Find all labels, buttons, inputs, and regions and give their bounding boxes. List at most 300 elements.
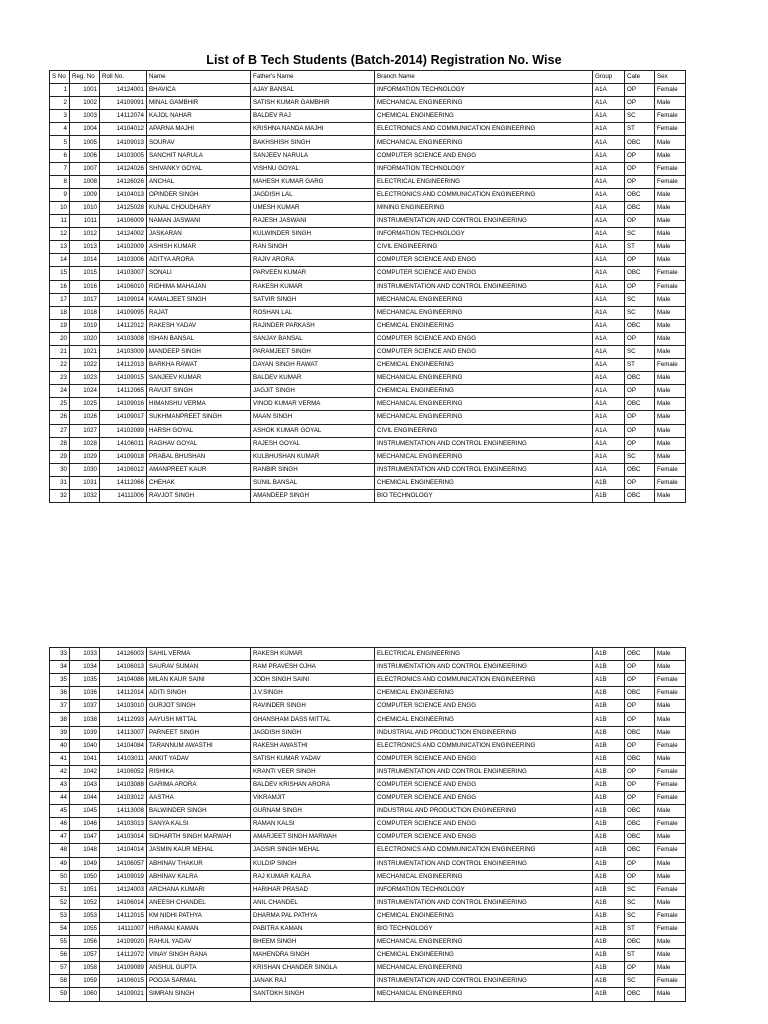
cell-fathers-name: RAJ KUMAR KALRA: [251, 870, 375, 883]
cell-sno: 59: [50, 988, 70, 1001]
cell-name: JASMIN KAUR MEHAL: [147, 844, 251, 857]
table-row: [50, 975, 686, 988]
cell-name: SAURAV SUMAN: [147, 661, 251, 674]
cell-sex: Male: [655, 752, 686, 765]
cell-group: A1A: [593, 228, 625, 241]
cell-group: A1B: [593, 765, 625, 778]
table-row: [50, 201, 686, 214]
cell-name: OPINDER SINGH: [147, 188, 251, 201]
cell-reg-no: 1028: [70, 437, 100, 450]
cell-name: BALWINDER SINGH: [147, 805, 251, 818]
cell-roll-no: 14106014: [100, 896, 147, 909]
cell-group: A1A: [593, 385, 625, 398]
table-row: [50, 437, 686, 450]
cell-sno: 43: [50, 778, 70, 791]
cell-branch: INFORMATION TECHNOLOGY: [375, 162, 593, 175]
cell-sno: 55: [50, 936, 70, 949]
cell-sno: 47: [50, 831, 70, 844]
cell-group: A1B: [593, 661, 625, 674]
cell-group: A1B: [593, 818, 625, 831]
cell-branch: MECHANICAL ENGINEERING: [375, 936, 593, 949]
cell-sex: Female: [655, 778, 686, 791]
cell-branch: COMPUTER SCIENCE AND ENGG: [375, 818, 593, 831]
cell-reg-no: 1010: [70, 201, 100, 214]
cell-sex: Male: [655, 332, 686, 345]
cell-name: MANDEEP SINGH: [147, 345, 251, 358]
cell-sno: 40: [50, 739, 70, 752]
cell-branch: ELECTRONICS AND COMMUNICATION ENGINEERING: [375, 674, 593, 687]
cell-group: A1A: [593, 345, 625, 358]
header-name: Name: [147, 71, 251, 84]
table-row: [50, 792, 686, 805]
cell-sno: 9: [50, 188, 70, 201]
cell-category: SC: [625, 450, 655, 463]
cell-category: OP: [625, 424, 655, 437]
cell-sex: Male: [655, 962, 686, 975]
table-row: [50, 896, 686, 909]
cell-branch: COMPUTER SCIENCE AND ENGG: [375, 792, 593, 805]
cell-name: RAVJOT SINGH: [147, 490, 251, 503]
cell-roll-no: 14109018: [100, 450, 147, 463]
cell-roll-no: 14104014: [100, 844, 147, 857]
cell-sex: Male: [655, 661, 686, 674]
cell-category: OBC: [625, 136, 655, 149]
cell-name: GURJOT SINGH: [147, 700, 251, 713]
table-row: [50, 661, 686, 674]
cell-reg-no: 1026: [70, 411, 100, 424]
table-row: [50, 805, 686, 818]
cell-branch: COMPUTER SCIENCE AND ENGG: [375, 254, 593, 267]
table-row: [50, 188, 686, 201]
cell-branch: MECHANICAL ENGINEERING: [375, 97, 593, 110]
cell-name: APARNA MAJHI: [147, 123, 251, 136]
cell-branch: INSTRUMENTATION AND CONTROL ENGINEERING: [375, 437, 593, 450]
cell-category: SC: [625, 228, 655, 241]
cell-fathers-name: RAKESH AWASTHI: [251, 739, 375, 752]
cell-sno: 4: [50, 123, 70, 136]
cell-reg-no: 1036: [70, 687, 100, 700]
cell-group: A1A: [593, 359, 625, 372]
cell-sex: Female: [655, 84, 686, 97]
cell-category: ST: [625, 123, 655, 136]
cell-name: RAJAT: [147, 306, 251, 319]
cell-roll-no: 14102089: [100, 424, 147, 437]
cell-branch: COMPUTER SCIENCE AND ENGG: [375, 345, 593, 358]
cell-reg-no: 1022: [70, 359, 100, 372]
cell-reg-no: 1009: [70, 188, 100, 201]
cell-sno: 51: [50, 883, 70, 896]
cell-name: SIMRAN SINGH: [147, 988, 251, 1001]
cell-fathers-name: AMANDEEP SINGH: [251, 490, 375, 503]
cell-reg-no: 1049: [70, 857, 100, 870]
cell-reg-no: 1058: [70, 962, 100, 975]
cell-branch: COMPUTER SCIENCE AND ENGG: [375, 332, 593, 345]
cell-reg-no: 1043: [70, 778, 100, 791]
cell-sex: Female: [655, 674, 686, 687]
cell-reg-no: 1011: [70, 215, 100, 228]
cell-name: JASKARAN: [147, 228, 251, 241]
cell-reg-no: 1023: [70, 372, 100, 385]
cell-sno: 46: [50, 818, 70, 831]
cell-roll-no: 14103012: [100, 792, 147, 805]
cell-branch: CHEMICAL ENGINEERING: [375, 359, 593, 372]
cell-sex: Male: [655, 228, 686, 241]
cell-name: VINAY SINGH RANA: [147, 949, 251, 962]
cell-category: OP: [625, 254, 655, 267]
table-row: [50, 752, 686, 765]
cell-group: A1A: [593, 84, 625, 97]
students-table-2: [49, 647, 686, 1002]
cell-category: OP: [625, 149, 655, 162]
cell-sno: 21: [50, 345, 70, 358]
cell-branch: INSTRUMENTATION AND CONTROL ENGINEERING: [375, 857, 593, 870]
cell-group: A1B: [593, 988, 625, 1001]
cell-reg-no: 1021: [70, 345, 100, 358]
cell-branch: CIVIL ENGINEERING: [375, 424, 593, 437]
cell-group: A1B: [593, 739, 625, 752]
cell-fathers-name: SATVIR SINGH: [251, 293, 375, 306]
cell-sex: Male: [655, 424, 686, 437]
cell-reg-no: 1003: [70, 110, 100, 123]
cell-name: MILAN KAUR SAINI: [147, 674, 251, 687]
cell-group: A1A: [593, 97, 625, 110]
cell-group: A1A: [593, 372, 625, 385]
cell-category: OBC: [625, 818, 655, 831]
cell-sno: 30: [50, 463, 70, 476]
cell-fathers-name: KULBHUSHAN KUMAR: [251, 450, 375, 463]
cell-group: A1B: [593, 674, 625, 687]
cell-group: A1A: [593, 267, 625, 280]
cell-fathers-name: RAJESH GOYAL: [251, 437, 375, 450]
cell-roll-no: 14106052: [100, 765, 147, 778]
cell-branch: ELECTRONICS AND COMMUNICATION ENGINEERING: [375, 844, 593, 857]
cell-name: RAHUL YADAV: [147, 936, 251, 949]
cell-sno: 1: [50, 84, 70, 97]
cell-fathers-name: UMESH KUMAR: [251, 201, 375, 214]
cell-fathers-name: MAHENDRA SINGH: [251, 949, 375, 962]
cell-group: A1A: [593, 398, 625, 411]
cell-fathers-name: VINOD KUMAR VERMA: [251, 398, 375, 411]
cell-category: OP: [625, 962, 655, 975]
cell-name: RAGHAV GOYAL: [147, 437, 251, 450]
cell-branch: MECHANICAL ENGINEERING: [375, 306, 593, 319]
cell-category: OP: [625, 476, 655, 489]
cell-fathers-name: GURNAM SINGH: [251, 805, 375, 818]
cell-sex: Female: [655, 267, 686, 280]
cell-group: A1A: [593, 411, 625, 424]
cell-reg-no: 1006: [70, 149, 100, 162]
cell-name: ADITYA ARORA: [147, 254, 251, 267]
cell-group: A1B: [593, 844, 625, 857]
cell-roll-no: 14106010: [100, 280, 147, 293]
cell-group: A1B: [593, 922, 625, 935]
cell-group: A1B: [593, 831, 625, 844]
cell-reg-no: 1039: [70, 726, 100, 739]
cell-category: OBC: [625, 726, 655, 739]
cell-name: CHEHAK: [147, 476, 251, 489]
cell-sno: 15: [50, 267, 70, 280]
cell-sno: 24: [50, 385, 70, 398]
cell-branch: INDUSTRIAL AND PRODUCTION ENGINEERING: [375, 726, 593, 739]
cell-roll-no: 14109091: [100, 97, 147, 110]
cell-sno: 50: [50, 870, 70, 883]
cell-fathers-name: DAYAN SINGH RAWAT: [251, 359, 375, 372]
cell-category: OBC: [625, 319, 655, 332]
cell-category: OP: [625, 661, 655, 674]
cell-category: SC: [625, 293, 655, 306]
cell-fathers-name: BALDEV KUMAR: [251, 372, 375, 385]
cell-group: A1A: [593, 306, 625, 319]
cell-sex: Male: [655, 254, 686, 267]
cell-roll-no: 14103008: [100, 332, 147, 345]
cell-category: OBC: [625, 188, 655, 201]
cell-name: SANCHIT NARULA: [147, 149, 251, 162]
cell-roll-no: 14112072: [100, 949, 147, 962]
cell-fathers-name: VISHNU GOYAL: [251, 162, 375, 175]
header-branch: Branch Name: [375, 71, 593, 84]
cell-sno: 49: [50, 857, 70, 870]
cell-fathers-name: KULWINDER SINGH: [251, 228, 375, 241]
cell-reg-no: 1024: [70, 385, 100, 398]
cell-name: GARIMA ARORA: [147, 778, 251, 791]
cell-sno: 36: [50, 687, 70, 700]
cell-category: SC: [625, 975, 655, 988]
table-row: [50, 228, 686, 241]
cell-fathers-name: SANJAY BANSAL: [251, 332, 375, 345]
cell-roll-no: 14109021: [100, 988, 147, 1001]
cell-name: ABHINAV THAKUR: [147, 857, 251, 870]
cell-fathers-name: VIKRAMJIT: [251, 792, 375, 805]
cell-category: OBC: [625, 988, 655, 1001]
cell-name: SIDHARTH SINGH MARWAH: [147, 831, 251, 844]
table-row: [50, 110, 686, 123]
table-row: [50, 345, 686, 358]
cell-reg-no: 1013: [70, 241, 100, 254]
table-row: [50, 988, 686, 1001]
cell-category: SC: [625, 110, 655, 123]
cell-branch: MECHANICAL ENGINEERING: [375, 293, 593, 306]
cell-branch: BIO TECHNOLOGY: [375, 490, 593, 503]
cell-fathers-name: ANIL CHANDEL: [251, 896, 375, 909]
cell-name: MINAL GAMBHIR: [147, 97, 251, 110]
cell-reg-no: 1019: [70, 319, 100, 332]
cell-fathers-name: KRISHNA NANDA MAJHI: [251, 123, 375, 136]
cell-name: NAMAN JASWANI: [147, 215, 251, 228]
cell-category: ST: [625, 922, 655, 935]
cell-branch: CHEMICAL ENGINEERING: [375, 385, 593, 398]
cell-category: OBC: [625, 844, 655, 857]
cell-roll-no: 14112013: [100, 359, 147, 372]
cell-fathers-name: PARVEEN KUMAR: [251, 267, 375, 280]
cell-fathers-name: RAJINDER PARKASH: [251, 319, 375, 332]
cell-branch: INSTRUMENTATION AND CONTROL ENGINEERING: [375, 280, 593, 293]
cell-name: ABHINAV KALRA: [147, 870, 251, 883]
cell-sno: 44: [50, 792, 70, 805]
cell-branch: INFORMATION TECHNOLOGY: [375, 228, 593, 241]
cell-group: A1B: [593, 713, 625, 726]
cell-sno: 33: [50, 648, 70, 661]
cell-branch: BIO TECHNOLOGY: [375, 922, 593, 935]
cell-fathers-name: AJAY BANSAL: [251, 84, 375, 97]
cell-sno: 53: [50, 909, 70, 922]
cell-branch: COMPUTER SCIENCE AND ENGG: [375, 778, 593, 791]
cell-sno: 18: [50, 306, 70, 319]
table-row: [50, 857, 686, 870]
cell-name: HIRAMAI KAMAN: [147, 922, 251, 935]
cell-sno: 7: [50, 162, 70, 175]
table-row: [50, 765, 686, 778]
cell-fathers-name: JAGDISH LAL: [251, 188, 375, 201]
table-row: [50, 385, 686, 398]
cell-reg-no: 1027: [70, 424, 100, 437]
cell-sex: Male: [655, 97, 686, 110]
cell-sex: Male: [655, 372, 686, 385]
cell-roll-no: 14109089: [100, 962, 147, 975]
cell-category: OBC: [625, 831, 655, 844]
cell-category: OP: [625, 857, 655, 870]
cell-group: A1A: [593, 293, 625, 306]
cell-sno: 10: [50, 201, 70, 214]
cell-reg-no: 1020: [70, 332, 100, 345]
table-row: [50, 962, 686, 975]
cell-roll-no: 14104086: [100, 674, 147, 687]
cell-sex: Female: [655, 463, 686, 476]
cell-roll-no: 14103005: [100, 149, 147, 162]
cell-branch: ELECTRICAL ENGINEERING: [375, 648, 593, 661]
header-sno: S No: [50, 71, 70, 84]
cell-fathers-name: GHANSHAM DASS MITTAL: [251, 713, 375, 726]
cell-sex: Male: [655, 726, 686, 739]
cell-fathers-name: SUNIL BANSAL: [251, 476, 375, 489]
cell-branch: MECHANICAL ENGINEERING: [375, 398, 593, 411]
cell-group: A1A: [593, 450, 625, 463]
cell-sex: Female: [655, 975, 686, 988]
cell-sno: 19: [50, 319, 70, 332]
cell-roll-no: 14112066: [100, 476, 147, 489]
cell-roll-no: 14109019: [100, 870, 147, 883]
table-row: [50, 490, 686, 503]
cell-roll-no: 14102009: [100, 241, 147, 254]
cell-name: TARANNUM AWASTHI: [147, 739, 251, 752]
cell-reg-no: 1044: [70, 792, 100, 805]
table-row: [50, 687, 686, 700]
cell-sex: Male: [655, 398, 686, 411]
cell-reg-no: 1052: [70, 896, 100, 909]
cell-sex: Female: [655, 909, 686, 922]
cell-sno: 26: [50, 411, 70, 424]
cell-sex: Male: [655, 411, 686, 424]
cell-group: A1A: [593, 280, 625, 293]
table-row: [50, 359, 686, 372]
cell-sno: 56: [50, 949, 70, 962]
cell-group: A1A: [593, 149, 625, 162]
cell-fathers-name: SANTOKH SINGH: [251, 988, 375, 1001]
cell-branch: INDUSTRIAL AND PRODUCTION ENGINEERING: [375, 805, 593, 818]
cell-category: OBC: [625, 648, 655, 661]
cell-name: SOURAV: [147, 136, 251, 149]
cell-fathers-name: RAVINDER SINGH: [251, 700, 375, 713]
cell-sno: 41: [50, 752, 70, 765]
cell-sno: 6: [50, 149, 70, 162]
cell-branch: CHEMICAL ENGINEERING: [375, 319, 593, 332]
cell-category: OP: [625, 700, 655, 713]
table-row: [50, 700, 686, 713]
cell-fathers-name: JAGSIR SINGH MEHAL: [251, 844, 375, 857]
cell-name: HARSH GOYAL: [147, 424, 251, 437]
cell-reg-no: 1001: [70, 84, 100, 97]
cell-fathers-name: PABITRA KAMAN: [251, 922, 375, 935]
cell-category: OP: [625, 765, 655, 778]
cell-roll-no: 14106013: [100, 661, 147, 674]
cell-name: ISHAN BANSAL: [147, 332, 251, 345]
table-row: [50, 280, 686, 293]
cell-roll-no: 14103007: [100, 267, 147, 280]
cell-roll-no: 14103006: [100, 254, 147, 267]
cell-name: AMANPREET KAUR: [147, 463, 251, 476]
header-category: Cate: [625, 71, 655, 84]
cell-roll-no: 14104012: [100, 123, 147, 136]
cell-fathers-name: MAAN SINGH: [251, 411, 375, 424]
cell-fathers-name: BAKHSHISH SINGH: [251, 136, 375, 149]
cell-sex: Female: [655, 844, 686, 857]
cell-branch: CHEMICAL ENGINEERING: [375, 713, 593, 726]
cell-branch: CHEMICAL ENGINEERING: [375, 476, 593, 489]
cell-reg-no: 1057: [70, 949, 100, 962]
cell-category: OP: [625, 870, 655, 883]
cell-fathers-name: AMARJEET SINGH MARWAH: [251, 831, 375, 844]
cell-branch: MECHANICAL ENGINEERING: [375, 870, 593, 883]
cell-roll-no: 14106012: [100, 463, 147, 476]
cell-branch: MINING ENGINEERING: [375, 201, 593, 214]
cell-sno: 20: [50, 332, 70, 345]
cell-reg-no: 1059: [70, 975, 100, 988]
cell-category: OBC: [625, 267, 655, 280]
cell-branch: CHEMICAL ENGINEERING: [375, 909, 593, 922]
cell-roll-no: 14106011: [100, 437, 147, 450]
cell-name: POOJA SARMAL: [147, 975, 251, 988]
header-group: Group: [593, 71, 625, 84]
cell-category: OP: [625, 437, 655, 450]
cell-group: A1A: [593, 123, 625, 136]
cell-sex: Female: [655, 687, 686, 700]
cell-roll-no: 14112065: [100, 385, 147, 398]
cell-branch: COMPUTER SCIENCE AND ENGG: [375, 700, 593, 713]
cell-name: HIMANSHU VERMA: [147, 398, 251, 411]
cell-sex: Male: [655, 857, 686, 870]
cell-branch: ELECTRONICS AND COMMUNICATION ENGINEERING: [375, 188, 593, 201]
cell-branch: INSTRUMENTATION AND CONTROL ENGINEERING: [375, 215, 593, 228]
cell-branch: INFORMATION TECHNOLOGY: [375, 883, 593, 896]
cell-sno: 16: [50, 280, 70, 293]
cell-group: A1A: [593, 215, 625, 228]
cell-sex: Male: [655, 345, 686, 358]
cell-name: BHAVICA: [147, 84, 251, 97]
cell-sex: Male: [655, 241, 686, 254]
cell-sex: Male: [655, 201, 686, 214]
table-row: [50, 739, 686, 752]
table-row: [50, 319, 686, 332]
cell-sex: Female: [655, 818, 686, 831]
header-reg-no: Reg. No: [70, 71, 100, 84]
cell-category: OP: [625, 175, 655, 188]
table-row: [50, 424, 686, 437]
cell-roll-no: 14126003: [100, 648, 147, 661]
cell-roll-no: 14124002: [100, 228, 147, 241]
cell-branch: COMPUTER SCIENCE AND ENGG: [375, 831, 593, 844]
cell-group: A1B: [593, 909, 625, 922]
cell-roll-no: 14109015: [100, 372, 147, 385]
table-row: [50, 936, 686, 949]
